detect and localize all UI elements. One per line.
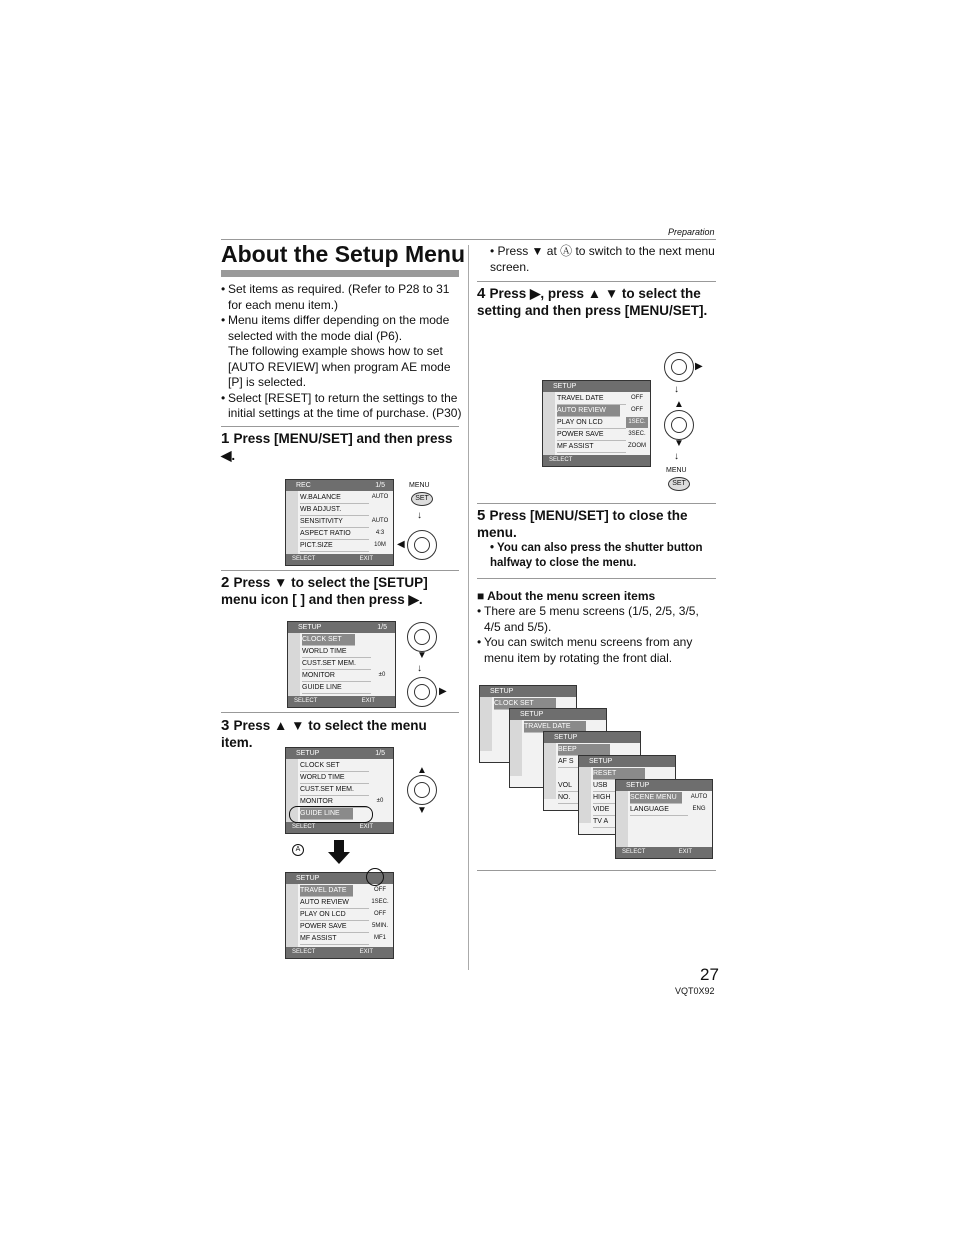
page-indicator-circle — [366, 868, 384, 886]
row-label: VOL — [558, 782, 573, 789]
cursor-dial-icon — [407, 677, 437, 707]
tab-strip — [544, 743, 556, 799]
menu-row — [300, 921, 369, 933]
exit-label: EXIT — [359, 556, 373, 562]
cascade-header — [544, 732, 640, 743]
setup-header — [543, 381, 650, 392]
divider — [477, 578, 716, 579]
setup-page: 1/5 — [375, 750, 385, 757]
cascade-title: SETUP — [554, 734, 578, 741]
cursor-dial-icon — [407, 775, 437, 805]
down-arrow-icon: ↓ — [674, 384, 679, 395]
row-value: ZOOM — [628, 443, 646, 449]
column-divider — [468, 245, 469, 970]
row-value: OFF — [374, 887, 386, 893]
step-2-number: 2 — [221, 574, 234, 591]
select-label: SELECT — [294, 698, 318, 704]
cascade-header — [510, 709, 606, 720]
row-label: TRAVEL DATE — [557, 395, 604, 402]
page-number: 27 — [700, 965, 719, 984]
screen-footer — [286, 554, 393, 565]
tab-strip — [286, 884, 298, 947]
menu-row-selected — [300, 885, 353, 897]
row-label: CLOCK SET — [300, 762, 340, 769]
row-value: OFF — [631, 407, 643, 413]
menu-row-selected — [302, 634, 355, 646]
screen-footer — [288, 696, 395, 707]
step-5-note: • You can also press the shutter button halfway to close the menu. — [490, 542, 703, 569]
menu-set-button: SET — [668, 477, 690, 491]
about-bullet-1: • There are 5 menu screens (1/5, 2/5, 3/5, 4/5 and 5/5). — [477, 604, 699, 634]
about-bullet-2: • You can switch menu screens from any menu item by rotating the front dial. — [477, 635, 693, 665]
cascade-title: SETUP — [589, 758, 613, 765]
row-label: AUTO REVIEW — [300, 899, 349, 906]
header-rule — [221, 239, 716, 240]
about-bullet-2-text: You can switch menu screens from any menu item by rotating the front dial. — [484, 635, 693, 665]
row-label: WORLD TIME — [302, 648, 347, 655]
highlight-oval — [289, 806, 373, 823]
screen-footer — [543, 455, 650, 466]
row-value: 4:3 — [375, 530, 385, 536]
step-5 — [477, 507, 717, 541]
divider — [477, 281, 716, 282]
cascade-screen-5 — [615, 779, 713, 859]
about-bullet-1-text: There are 5 menu screens (1/5, 2/5, 3/5, 4/5 and 5/5). — [484, 604, 699, 634]
divider — [221, 426, 459, 427]
step-1 — [221, 430, 461, 464]
menu-row — [300, 504, 369, 516]
row-label: GUIDE LINE — [300, 810, 340, 817]
row-label: USB — [593, 782, 608, 789]
tab-strip — [480, 697, 492, 751]
up-arrow-icon: ▲ — [417, 765, 427, 776]
menu-row — [300, 492, 369, 504]
tab-strip — [579, 767, 591, 823]
row-value: AUTO — [371, 494, 389, 500]
tab-strip — [543, 392, 555, 455]
menu-label: MENU — [666, 467, 687, 474]
step-1-number: 1 — [221, 430, 234, 447]
setup-2-values-screen — [542, 380, 651, 467]
row-label: SENSITIVITY — [300, 518, 343, 525]
rec-title: REC — [296, 482, 311, 489]
setup-1-header — [288, 622, 395, 633]
screen-footer — [286, 947, 393, 958]
setup-1-screen — [287, 621, 396, 708]
step-3-note-text: Press ▼ at Ⓐ to switch to the next menu screen. — [490, 244, 715, 274]
select-label: SELECT — [549, 457, 573, 463]
callout-a: A — [292, 844, 304, 856]
menu-set-button: SET — [411, 492, 433, 506]
title-underline — [221, 270, 459, 277]
setup-1-page: 1/5 — [377, 624, 387, 631]
menu-label: MENU — [409, 482, 430, 489]
step-2-text: Press ▼ to select the [SETUP] menu icon [ ] and then press ▶. — [221, 575, 428, 607]
row-label: GUIDE LINE — [302, 684, 342, 691]
row-label: MONITOR — [300, 798, 333, 805]
row-value: AUTO — [371, 518, 389, 524]
cursor-dial-icon — [407, 622, 437, 652]
select-label: SELECT — [292, 556, 316, 562]
cascade-header — [480, 686, 576, 697]
down-arrow-icon: ▼ — [674, 438, 684, 449]
row-label: PLAY ON LCD — [300, 911, 346, 918]
menu-row — [300, 516, 369, 528]
big-down-arrow-icon — [328, 840, 350, 864]
cascade-title: SETUP — [490, 688, 514, 695]
row-label: AUTO REVIEW — [557, 407, 606, 414]
cursor-dial-icon — [664, 410, 694, 440]
menu-row — [630, 804, 688, 816]
cascade-title: SETUP — [626, 782, 650, 789]
row-label: MONITOR — [302, 672, 335, 679]
menu-row — [557, 417, 626, 429]
about-list — [477, 604, 715, 666]
step-5-text: Press [MENU/SET] to close the menu. — [477, 508, 688, 540]
menu-row — [300, 933, 369, 945]
row-label: WORLD TIME — [300, 774, 345, 781]
row-label: TV A — [593, 818, 609, 825]
row-value: 1SEC. — [371, 899, 389, 905]
setup-2-title: SETUP — [296, 875, 320, 882]
row-value: ±0 — [378, 672, 386, 678]
rec-menu-header — [286, 480, 393, 491]
row-label: CLOCK SET — [494, 700, 534, 707]
row-label: SCENE MENU — [630, 794, 677, 801]
row-label: TRAVEL DATE — [524, 723, 571, 730]
rec-page: 1/5 — [375, 482, 385, 489]
step-4-number: 4 — [477, 285, 490, 302]
row-value: ENG — [692, 806, 706, 812]
cursor-dial-icon — [407, 530, 437, 560]
menu-row — [557, 441, 626, 453]
row-label: BEEP — [558, 746, 577, 753]
row-label: POWER SAVE — [557, 431, 604, 438]
cursor-dial-icon — [664, 352, 694, 382]
menu-row — [302, 646, 371, 658]
row-value: MF1 — [374, 935, 386, 941]
intro-list — [221, 282, 463, 422]
select-label: SELECT — [292, 824, 316, 830]
model-code: VQT0X92 — [675, 986, 715, 996]
row-label: PLAY ON LCD — [557, 419, 603, 426]
step-2 — [221, 574, 461, 608]
menu-row — [302, 658, 371, 670]
menu-row — [300, 897, 369, 909]
right-arrow-icon: ▶ — [439, 686, 447, 697]
row-value: AUTO — [690, 794, 708, 800]
cascade-header — [616, 780, 712, 791]
rec-menu-screen — [285, 479, 394, 566]
menu-row — [557, 429, 626, 441]
page-title: About the Setup Menu — [221, 241, 466, 267]
cascade-title: SETUP — [520, 711, 544, 718]
setup-header — [286, 748, 393, 759]
step-4 — [477, 285, 717, 319]
row-label: CUST.SET MEM. — [300, 786, 354, 793]
intro-bullet-1: • Set items as required. (Refer to P28 to 31 for each menu item.) — [221, 282, 463, 313]
row-label: MF ASSIST — [557, 443, 594, 450]
down-arrow-icon: ↓ — [417, 510, 422, 521]
down-arrow-icon: ▼ — [417, 805, 427, 816]
row-value: 10M — [374, 542, 386, 548]
row-label: CLOCK SET — [302, 636, 342, 643]
intro-bullet-2: • Menu items differ depending on the mode selected with the mode dial (P6). — [221, 313, 463, 344]
menu-row-selected — [557, 405, 620, 417]
exit-label: EXIT — [678, 849, 692, 855]
up-arrow-icon: ▲ — [674, 399, 684, 410]
row-label: HIGH — [593, 794, 611, 801]
row-label: NO. — [558, 794, 571, 801]
tab-strip — [288, 633, 300, 696]
row-label: RESET — [593, 770, 617, 777]
about-heading: ■ About the menu screen items — [477, 589, 656, 603]
down-arrow-icon: ▼ — [417, 650, 427, 661]
row-value-selected: 1SEC. — [626, 417, 648, 428]
menu-row — [300, 909, 369, 921]
exit-label: EXIT — [359, 949, 373, 955]
step-3-number: 3 — [221, 717, 234, 734]
row-label: W.BALANCE — [300, 494, 341, 501]
row-label: ASPECT RATIO — [300, 530, 351, 537]
step-3-note: • Press ▼ at Ⓐ to switch to the next menu screen. — [490, 244, 715, 274]
row-value: OFF — [374, 911, 386, 917]
divider — [221, 712, 459, 713]
setup-1-title: SETUP — [298, 624, 322, 631]
menu-row — [630, 792, 682, 804]
select-label: SELECT — [622, 849, 646, 855]
section-label: Preparation — [668, 227, 715, 237]
divider — [477, 503, 716, 504]
menu-row — [302, 670, 371, 682]
step-5-note-text: You can also press the shutter button halfway to close the menu. — [490, 542, 703, 569]
divider — [477, 870, 716, 871]
step-5-number: 5 — [477, 507, 490, 524]
step-3 — [221, 717, 461, 751]
cascade-header — [579, 756, 675, 767]
menu-row — [302, 682, 371, 694]
menu-row — [300, 784, 369, 796]
tab-strip — [510, 720, 522, 776]
intro-bullet-2-cont: The following example shows how to set [AUTO REVIEW] when program AE mode [P] is selected. — [228, 344, 451, 389]
exit-label: EXIT — [359, 824, 373, 830]
row-label: MF ASSIST — [300, 935, 337, 942]
screen-footer — [286, 822, 393, 833]
row-value: OFF — [631, 395, 643, 401]
exit-label: EXIT — [361, 698, 375, 704]
row-label: WB ADJUST. — [300, 506, 342, 513]
menu-row — [300, 760, 369, 772]
setup-title: SETUP — [296, 750, 320, 757]
intro-bullet-3: • Select [RESET] to return the settings to the initial settings at the time of purchase. (P30) — [221, 391, 463, 422]
menu-row — [300, 772, 369, 784]
step-3-text: Press ▲ ▼ to select the menu item. — [221, 718, 427, 750]
step-4-text: Press ▶, press ▲ ▼ to select the setting and then press [MENU/SET]. — [477, 286, 708, 318]
row-label: LANGUAGE — [630, 806, 669, 813]
row-label: PICT.SIZE — [300, 542, 333, 549]
row-value: 5MIN. — [371, 923, 388, 929]
right-arrow-icon: ▶ — [695, 361, 703, 372]
tab-strip — [286, 491, 298, 554]
row-label: TRAVEL DATE — [300, 887, 347, 894]
tab-strip — [616, 791, 628, 847]
menu-row — [300, 540, 369, 552]
row-label: CUST.SET MEM. — [302, 660, 356, 667]
down-arrow-icon: ↓ — [417, 663, 422, 674]
screen-footer — [616, 847, 712, 858]
setup-title: SETUP — [553, 383, 577, 390]
menu-row — [557, 393, 626, 405]
row-value: ±0 — [376, 798, 384, 804]
divider — [221, 570, 459, 571]
step-1-text: Press [MENU/SET] and then press ◀. — [221, 431, 453, 463]
left-arrow-icon: ◀ — [397, 539, 405, 550]
row-value: 3SEC. — [628, 431, 646, 437]
row-label: POWER SAVE — [300, 923, 347, 930]
row-label: VIDE — [593, 806, 610, 813]
down-arrow-icon: ↓ — [674, 451, 679, 462]
menu-row — [300, 528, 369, 540]
row-label: AF S — [558, 758, 574, 765]
select-label: SELECT — [292, 949, 316, 955]
